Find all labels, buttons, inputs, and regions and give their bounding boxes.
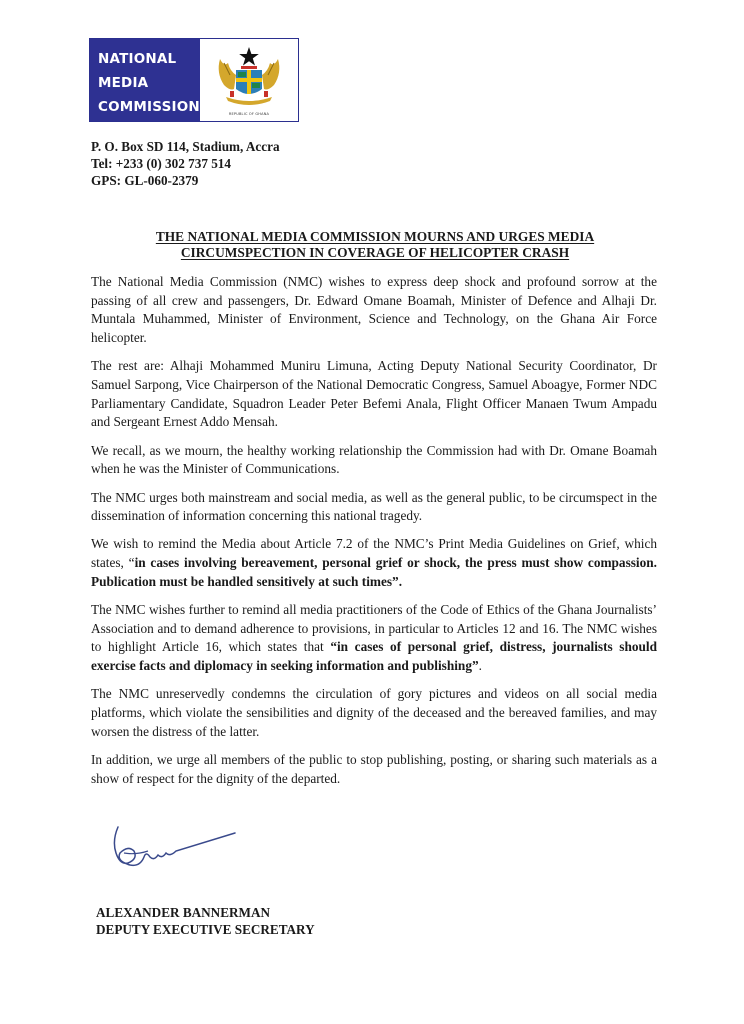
signatory-position: DEPUTY EXECUTIVE SECRETARY [96,922,315,937]
gps-address: GPS: GL-060-2379 [91,173,199,188]
title-line: CIRCUMSPECTION IN COVERAGE OF HELICOPTER CRASH [180,245,570,260]
signatory-name: ALEXANDER BANNERMAN [96,905,271,920]
press-release-title [80,229,670,261]
nmc-logo [89,38,299,122]
ethics-end: . [478,658,482,674]
logo-wordmark [90,39,200,121]
paragraph-code-of-ethics [91,601,657,676]
paragraph-relationship: We recall, as we mourn, the healthy working relationship the Commission had with Dr. Omane Boamah when he was the Minister of Communications. [91,442,657,477]
paragraph-condemnation: The NMC unreservedly condemns the circulation of gory pictures and videos on all social media platforms, which violate the sensibilities and dignity of the deceased and the bereaved families, and may worsen the distress of the latter. [91,686,657,739]
postal-address: P. O. Box SD 114, Stadium, Accra [91,139,280,154]
paragraph-guidelines [91,535,657,591]
paragraph-victims: The rest are: Alhaji Mohammed Muniru Limuna, Acting Deputy National Security Coordinator, Dr Samuel Sarpong, Vice Chairperson of the National Democratic Congress, Samuel Aboagye, Former NDC Parliamentary Candidate, Squadron Leader Peter Befemi Anala, Flight Officer Manaen Twum Ampadu and Sergeant Ernest Addo Mensah. [91,358,657,430]
guidelines-quote: in cases involving bereavement, personal grief or shock, the press must show compassion. Publication must be handled sensitively at such times”. [91,555,657,589]
title-line: THE NATIONAL MEDIA COMMISSION MOURNS AND URGES MEDIA [155,229,595,244]
coat-of-arms-icon [214,45,284,111]
signature-icon [110,823,260,873]
address-block [91,138,280,189]
logo-line: COMMISSION [98,99,200,115]
guidelines-text: We wish to remind the Media about Article 7.2 of the NMC’s Print Media Guidelines on Grief, which states, “ [91,536,657,571]
crest-caption: REPUBLIC OF GHANA [228,111,270,116]
ghana-coat-of-arms [200,39,298,121]
ethics-quote: “in cases of personal grief, distress, journalists should exercise facts and diplomacy in seeking information and publishing” [91,639,657,674]
paragraph-appeal: In addition, we urge all members of the public to stop publishing, posting, or sharing such materials as a show of respect for the dignity of the departed. [91,751,657,786]
press-release-body [91,273,657,798]
logo-line: NATIONAL [98,51,177,67]
paragraph-circumspection: The NMC urges both mainstream and social media, as well as the general public, to be circumspect in the dissemination of information concerning this national tragedy. [91,489,657,524]
paragraph-condolence: The National Media Commission (NMC) wishes to express deep shock and profound sorrow at the passing of all crew and passengers, Dr. Edward Omane Boamah, Minister of Defence and Alhaji Dr. Muntala Muhammed, Minister of Environment, Science and Technology, on the Ghana Air Force helicopter. [91,274,657,346]
logo-line: MEDIA [98,75,149,91]
signoff-block [96,904,315,938]
telephone: Tel: +233 (0) 302 737 514 [91,156,231,171]
ethics-text: The NMC wishes further to remind all media practitioners of the Code of Ethics of the Ghana Journalists’ Association and to demand adherence to provisions, in particular to Articles 12 and 16. The NMC wishes to highlight Article 16, which states that [91,602,657,655]
